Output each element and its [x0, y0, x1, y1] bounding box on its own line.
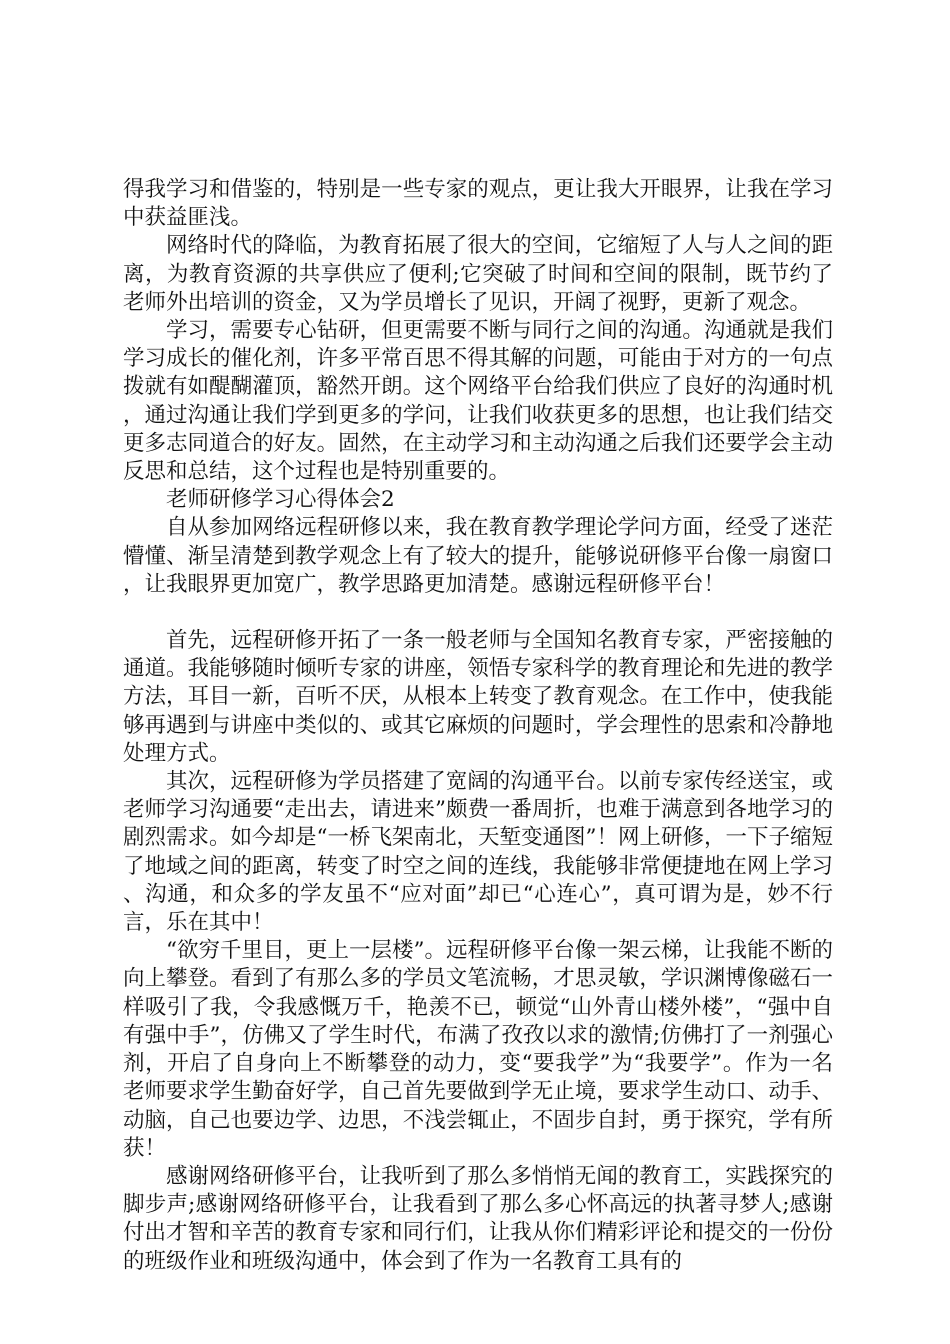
document-body: [123, 176, 833, 1276]
paragraph-spacer: [123, 599, 833, 627]
paragraph: 学习，需要专心钻研，但更需要不断与同行之间的沟通。沟通就是我们学习成长的催化剂，许多平常百思不得其解的问题，可能由于对方的一句点拨就有如醍醐灌顶，豁然开朗。这个网络平台给我们供应了良好的沟通时机，通过沟通让我们学到更多的学问，让我们收获更多的思想，也让我们结交更多志同道合的好友。固然，在主动学习和主动沟通之后我们还要学会主动反思和总结，这个过程也是特别重要的。: [123, 318, 833, 485]
section-heading: 老师研修学习心得体会2: [166, 487, 395, 513]
paragraph: 网络时代的降临，为教育拓展了很大的空间，它缩短了人与人之间的距离，为教育资源的共享供应了便利;它突破了时间和空间的限制，既节约了老师外出培训的资金，又为学员增长了见识，开阔了视野，更新了观念。: [123, 233, 833, 315]
paragraph: 得我学习和借鉴的，特别是一些专家的观点，更让我大开眼界，让我在学习中获益匪浅。: [123, 177, 833, 231]
paragraph: 感谢网络研修平台，让我听到了那么多悄悄无闻的教育工，实践探究的脚步声;感谢网络研修平台，让我看到了那么多心怀高远的执著寻梦人;感谢付出才智和辛苦的教育专家和同行们，让我从你们精彩评论和提交的一份份的班级作业和班级沟通中，体会到了作为一名教育工具有的: [123, 1163, 833, 1274]
paragraph: “欲穷千里目，更上一层楼”。远程研修平台像一架云梯，让我能不断的向上攀登。看到了有那么多的学员文笔流畅，才思灵敏，学识渊博像磁石一样吸引了我，令我感慨万千，艳羡不已，顿觉“山外青山楼外楼”，“强中自有强中手”，仿佛又了学生时代，布满了孜孜以求的激情;仿佛打了一剂强心剂，开启了自身向上不断攀登的动力，变“要我学”为“我要学”。作为一名老师要求学生勤奋好学，自己首先要做到学无止境，要求学生动口、动手、动脑，自己也要边学、边思，不浅尝辄止，不固步自封，勇于探究，学有所获！: [123, 938, 833, 1161]
paragraph: 自从参加网络远程研修以来，我在教育教学理论学问方面，经受了迷茫懵懂、渐呈清楚到教学观念上有了较大的提升，能够说研修平台像一扇窗口，让我眼界更加宽广，教学思路更加清楚。感谢远程研修平台！: [123, 515, 833, 597]
paragraph: 其次，远程研修为学员搭建了宽阔的沟通平台。以前专家传经送宝，或老师学习沟通要“走出去，请进来”颇费一番周折，也难于满意到各地学习的剧烈需求。如今却是“一桥飞架南北，天堑变通图”！网上研修，一下子缩短了地域之间的距离，转变了时空之间的连线，我能够非常便捷地在网上学习、沟通，和众多的学友虽不“应对面”却已“心连心”，真可谓为是，妙不行言，乐在其中！: [123, 769, 833, 936]
paragraph: 首先，远程研修开拓了一条一般老师与全国知名教育专家，严密接触的通道。我能够随时倾听专家的讲座，领悟专家科学的教育理论和先进的教学方法，耳目一新，百听不厌，从根本上转变了教育观念。在工作中，使我能够再遇到与讲座中类似的、或其它麻烦的问题时，学会理性的思索和冷静地处理方式。: [123, 628, 833, 766]
